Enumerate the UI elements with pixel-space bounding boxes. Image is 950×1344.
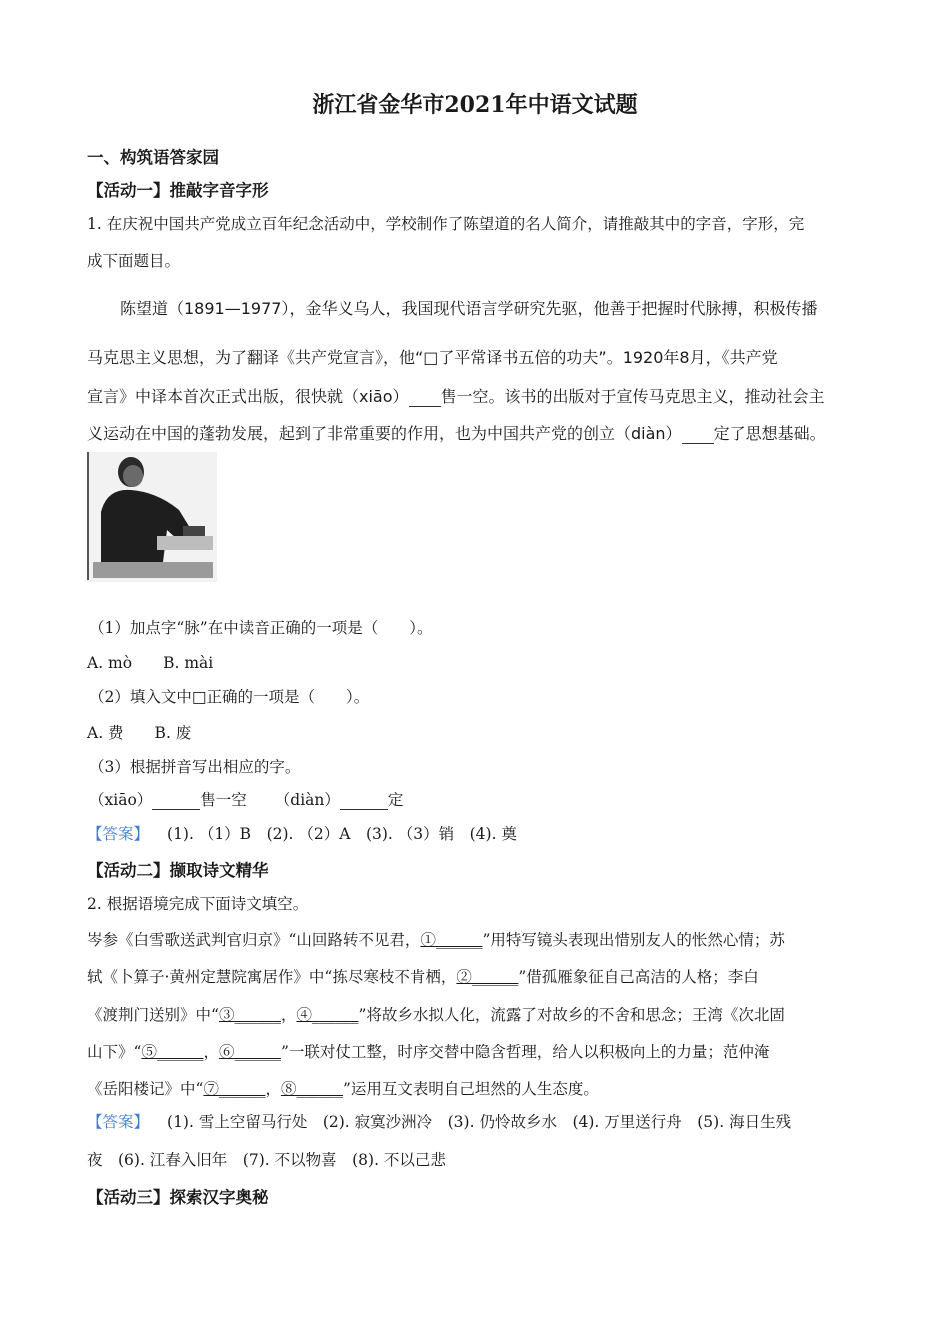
poem-text: 山下》“	[87, 1043, 142, 1061]
passage-line2: 马克思主义思想，为了翻译《共产党宣言》，他“□了平常译书五倍的功夫”。1920年8月，《共产党	[87, 348, 778, 367]
sub-question-3: （3）根据拼音写出相应的字。	[89, 758, 301, 776]
portrait-photo	[87, 452, 217, 582]
sub-question-1-options: A. mò B. mài	[87, 654, 214, 672]
activity1-heading: 【活动一】推敲字音字形	[87, 181, 269, 200]
answer-1	[87, 822, 517, 844]
fill-blank	[682, 424, 714, 444]
pinyin-dian-after: 定	[387, 791, 404, 809]
passage-line3-part1: 宣言》中译本首次正式出版，很快就（xiāo）	[87, 387, 409, 406]
poem-blank-5: ⑤______	[141, 1043, 204, 1061]
poem-text: ，	[203, 1043, 219, 1061]
poem-line5	[87, 1077, 599, 1099]
poem-blank-2: ②______	[456, 968, 519, 986]
passage-line4-part1: 义运动在中国的蓬勃发展，起到了非常重要的作用，也为中国共产党的创立（diàn）	[87, 424, 682, 443]
answer-2-line1	[87, 1110, 791, 1132]
answer-tag: 【答案】	[87, 1113, 150, 1131]
poem-text: 岑参《白雪歌送武判官归京》“山回路转不见君，	[87, 931, 421, 949]
sub-question-2-options: A. 费 B. 废	[87, 724, 192, 742]
passage-line3	[87, 384, 825, 407]
poem-line1	[87, 928, 785, 950]
poem-blank-6: ⑥______	[218, 1043, 281, 1061]
answer-tag: 【答案】	[87, 825, 150, 843]
passage-line1: 陈望道（1891—1977），金华义乌人，我国现代语言学研究先驱，他善于把握时代脉搏，积极传播	[120, 299, 818, 318]
poem-line2	[87, 965, 759, 987]
page-title: 浙江省金华市2021年中语文试题	[312, 92, 638, 118]
q1-text-line1: 1. 在庆祝中国共产党成立百年纪念活动中，学校制作了陈望道的名人简介，请推敲其中的字音，字形，完	[87, 215, 805, 233]
sub-question-3-blanks	[89, 788, 403, 810]
passage-line4-part2: 定了思想基础。	[713, 424, 826, 443]
poem-text: 轼《卜算子·黄州定慧院寓居作》中“拣尽寒枝不肯栖，	[87, 968, 457, 986]
poem-blank-4: ④______	[296, 1006, 359, 1024]
activity2-heading: 【活动二】撷取诗文精华	[87, 861, 269, 880]
poem-blank-1: ①______	[420, 931, 483, 949]
section-heading: 一、构筑语答家园	[87, 148, 219, 167]
answer-text: (1). （1）B (2). （2）A (3). （3）销 (4). 奠	[167, 825, 517, 843]
q1-text-line2: 成下面题目。	[87, 252, 181, 270]
poem-text: ”运用互文表明自己坦然的人生态度。	[342, 1080, 599, 1098]
fill-blank	[152, 791, 200, 810]
poem-blank-8: ⑧______	[280, 1080, 343, 1098]
passage-line3-part2: 售一空。该书的出版对于宣传马克思主义，推动社会主	[440, 387, 825, 406]
fill-blank	[340, 791, 388, 810]
pinyin-xiao: （xiāo）	[89, 791, 153, 809]
poem-text: ，	[265, 1080, 281, 1098]
poem-blank-3: ③______	[218, 1006, 281, 1024]
fill-blank	[409, 387, 441, 407]
answer-2-line2: 夜 (6). 江春入旧年 (7). 不以物喜 (8). 不以己悲	[87, 1151, 446, 1169]
poem-text: 《岳阳楼记》中“	[87, 1080, 204, 1098]
sub-question-2: （2）填入文中□正确的一项是（ ）。	[89, 688, 370, 706]
activity3-heading: 【活动三】探索汉字奥秘	[87, 1188, 269, 1207]
poem-line3	[87, 1003, 785, 1025]
passage-line4	[87, 421, 826, 444]
sub-question-1: （1）加点字“脉”在中读音正确的一项是（ ）。	[89, 619, 433, 637]
pinyin-xiao-after: 售一空	[200, 791, 247, 809]
poem-blank-7: ⑦______	[203, 1080, 266, 1098]
pinyin-dian: （diàn）	[274, 791, 340, 809]
poem-text: ”一联对仗工整，时序交替中隐含哲理，给人以积极向上的力量；范仲淹	[280, 1043, 770, 1061]
answer-text: (1). 雪上空留马行处 (2). 寂寞沙洲冷 (3). 仍怜故乡水 (4). 万里送行舟 (5). 海日生残	[167, 1113, 792, 1131]
poem-text: ，	[280, 1006, 297, 1024]
poem-text: ”将故乡水拟人化，流露了对故乡的不舍和思念；王湾《次北固	[358, 1006, 785, 1024]
poem-line4	[87, 1040, 769, 1062]
poem-text: 《渡荆门送别》中“	[87, 1006, 219, 1024]
poem-text: ”借孤雁象征自己高洁的人格；李白	[518, 968, 759, 986]
poem-text: ”用特写镜头表现出惜别友人的怅然心情；苏	[482, 931, 785, 949]
q2-text: 2. 根据语境完成下面诗文填空。	[87, 895, 309, 913]
